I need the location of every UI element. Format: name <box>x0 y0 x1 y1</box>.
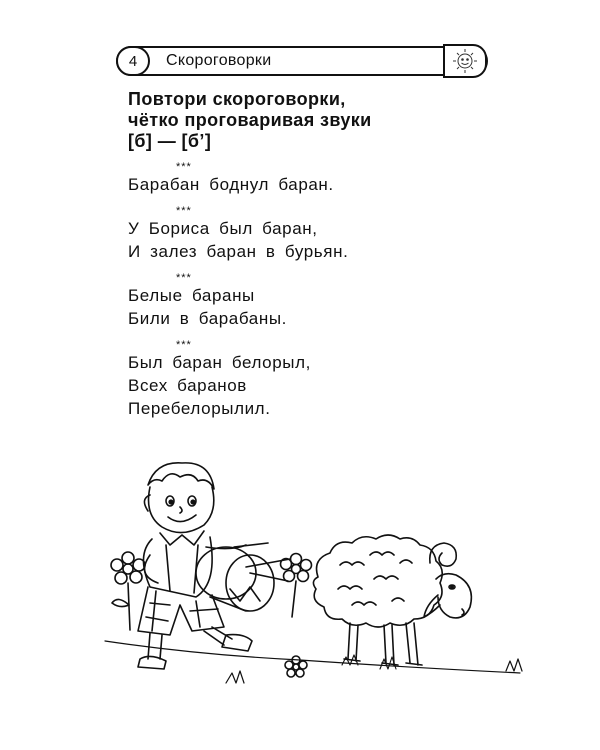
tongue-twisters <box>128 161 448 429</box>
verse-line: И залез баран в бурьян. <box>128 242 349 261</box>
verse-separator: *** <box>176 339 192 351</box>
verse-separator: *** <box>176 272 192 284</box>
verse-line: Перебелорылил. <box>128 399 271 418</box>
instruction-line: Повтори скороговорки, <box>128 89 346 109</box>
flower-icon <box>111 552 145 630</box>
ram-illustration <box>313 535 471 669</box>
verse-line: Барабан боднул баран. <box>128 175 334 194</box>
verse-line: Белые бараны <box>128 286 255 305</box>
section-title: Скороговорки <box>166 52 272 69</box>
verse-line: Били в барабаны. <box>128 309 287 328</box>
boy-with-drum-illustration <box>138 463 290 669</box>
verse <box>128 161 448 196</box>
verse-separator: *** <box>176 205 192 217</box>
instruction-line: чётко проговаривая звуки <box>128 110 372 130</box>
illustration <box>0 455 600 695</box>
verse <box>128 205 448 263</box>
flower-icon <box>281 554 312 618</box>
verse <box>128 272 448 330</box>
verse <box>128 339 448 420</box>
verse-line: У Бориса был баран, <box>128 219 318 238</box>
instruction-line: [б] — [б’] <box>128 131 212 151</box>
instruction-heading <box>128 89 428 152</box>
sun-icon <box>443 44 487 78</box>
page-number: 4 <box>116 46 150 76</box>
verse-line: Был баран белорыл, <box>128 353 311 372</box>
verse-separator: *** <box>176 161 192 173</box>
verse-line: Всех баранов <box>128 376 247 395</box>
